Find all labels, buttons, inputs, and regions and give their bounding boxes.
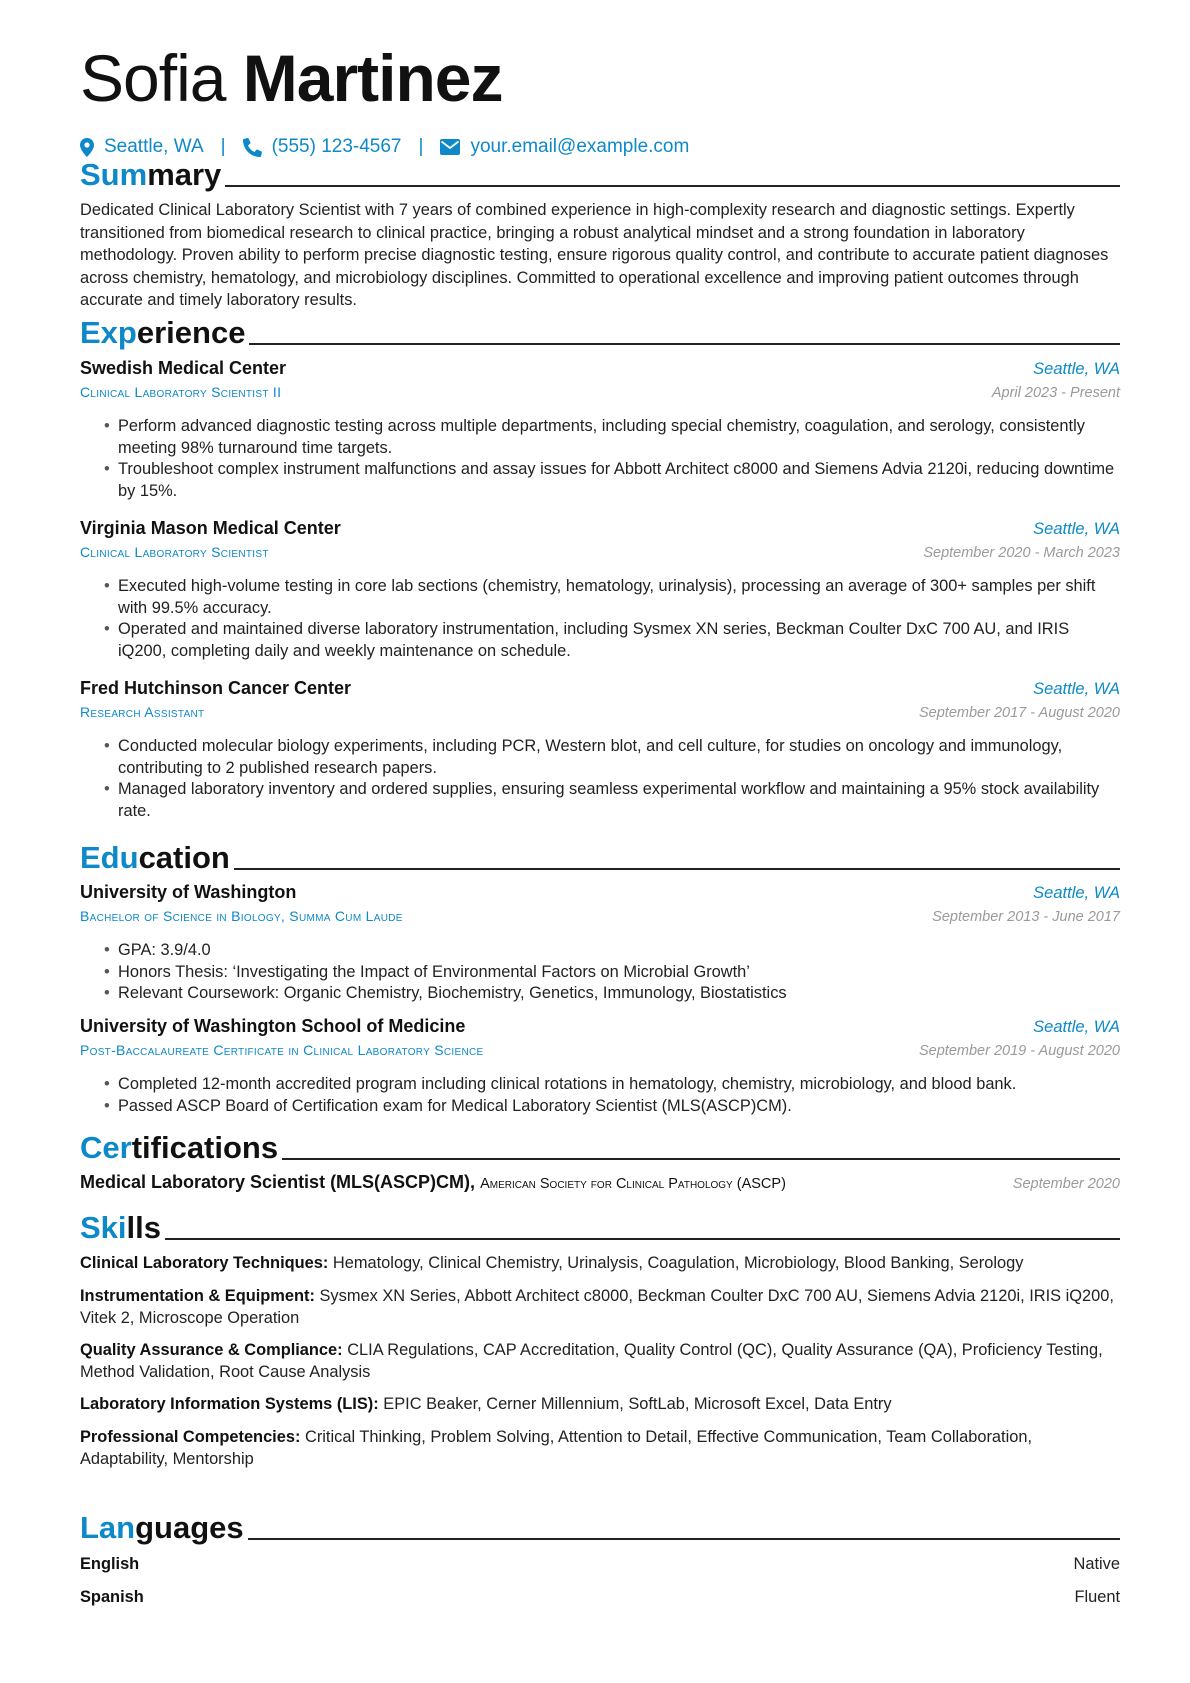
education-entry xyxy=(80,880,1120,1005)
job-title: Research Assistant xyxy=(80,704,205,720)
entry-location: Seattle, WA xyxy=(1033,884,1120,902)
entry-location: Seattle, WA xyxy=(1033,1018,1120,1036)
section-title: Education xyxy=(80,840,230,875)
section-header-summary xyxy=(80,153,1120,193)
skill-row xyxy=(80,1252,1120,1274)
skill-row xyxy=(80,1426,1120,1470)
job-title: Clinical Laboratory Scientist xyxy=(80,544,269,560)
section-rule xyxy=(248,1538,1120,1540)
entry-location: Seattle, WA xyxy=(1033,680,1120,698)
location-text: Seattle, WA xyxy=(104,136,204,157)
bullet-list xyxy=(80,576,1120,662)
bullet-item: • GPA: 3.9/4.0 xyxy=(104,940,1120,962)
section-header-skills xyxy=(80,1206,1120,1246)
bullet-list xyxy=(80,1074,1120,1117)
job-title: Clinical Laboratory Scientist II xyxy=(80,384,282,400)
section-title: Certifications xyxy=(80,1130,279,1165)
bullet-item: • Executed high-volume testing in core lab sections (chemistry, hematology, urinalysis), processing an average of 300+ samples per shift with 99.5% accuracy. xyxy=(104,576,1120,619)
education-entry xyxy=(80,1014,1120,1117)
school-name: University of Washington School of Medicine xyxy=(80,1016,466,1036)
entry-dates: April 2023 - Present xyxy=(991,385,1120,401)
bullet-item: • Operated and maintained diverse laboratory instrumentation, including Sysmex XN series, Beckman Coulter DxC 700 AU, and IRIS iQ200, completing daily and weekly maintenance on schedule. xyxy=(104,619,1120,662)
skill-label: Laboratory Information Systems (LIS): xyxy=(80,1395,379,1413)
bullet-item: • Managed laboratory inventory and ordered supplies, ensuring seamless experimental workflow and maintaining a 95% stock availability rate. xyxy=(104,779,1120,822)
bullet-list xyxy=(80,736,1120,822)
section-header-certifications xyxy=(80,1126,1120,1166)
entry-dates: September 2017 - August 2020 xyxy=(919,705,1120,721)
bullet-item: • Completed 12-month accredited program including clinical rotations in hematology, chemistry, microbiology, and blood bank. xyxy=(104,1074,1120,1096)
language-level: Fluent xyxy=(1074,1588,1120,1606)
bullet-list xyxy=(80,940,1120,1005)
certification-main: Medical Laboratory Scientist (MLS(ASCP)CM), American Society for Clinical Pathology (ASCP) xyxy=(80,1172,786,1192)
entry-location: Seattle, WA xyxy=(1033,360,1120,378)
bullet-item: • Relevant Coursework: Organic Chemistry, Biochemistry, Genetics, Immunology, Biostatistics xyxy=(104,983,1120,1005)
skill-label: Quality Assurance & Compliance: xyxy=(80,1341,343,1359)
last-name: Martinez xyxy=(242,41,503,115)
language-row xyxy=(80,1553,1120,1575)
section-rule xyxy=(225,185,1120,187)
section-title: Summary xyxy=(80,157,222,192)
first-name: Sofia xyxy=(80,41,226,115)
language-name: English xyxy=(80,1555,140,1573)
section-rule xyxy=(249,343,1120,345)
section-rule xyxy=(165,1238,1120,1240)
section-rule xyxy=(282,1158,1120,1160)
experience-entry xyxy=(80,676,1120,822)
bullet-item: • Honors Thesis: ‘Investigating the Impact of Environmental Factors on Microbial Growth’ xyxy=(104,962,1120,984)
language-level: Native xyxy=(1073,1555,1120,1573)
section-title: Skills xyxy=(80,1210,161,1245)
skill-value: Hematology, Clinical Chemistry, Urinalysis, Coagulation, Microbiology, Blood Banking, Serology xyxy=(332,1254,1024,1272)
employer-name: Swedish Medical Center xyxy=(80,358,287,378)
skill-row xyxy=(80,1393,1120,1415)
skill-row xyxy=(80,1285,1120,1329)
bullet-list xyxy=(80,416,1120,502)
candidate-name xyxy=(80,38,503,118)
degree-title: Bachelor of Science in Biology, Summa Cum Laude xyxy=(80,908,403,924)
bullet-item: • Passed ASCP Board of Certification exam for Medical Laboratory Scientist (MLS(ASCP)CM). xyxy=(104,1096,1120,1118)
bullet-item: • Conducted molecular biology experiments, including PCR, Western blot, and cell culture, for studies on oncology and immunology, contributing to 2 published research papers. xyxy=(104,736,1120,779)
school-name: University of Washington xyxy=(80,882,297,902)
skill-value: EPIC Beaker, Cerner Millennium, SoftLab, Microsoft Excel, Data Entry xyxy=(383,1395,892,1413)
contact-separator: | xyxy=(418,136,424,157)
section-header-experience xyxy=(80,311,1120,351)
section-header-education xyxy=(80,836,1120,876)
experience-entry xyxy=(80,356,1120,502)
skill-row xyxy=(80,1339,1120,1383)
skill-value: Sysmex XN Series, Abbott Architect c8000, Beckman Coulter DxC 700 AU, Siemens Advia 2120i, IRIS iQ200, Vitek 2, Microscope Operation xyxy=(80,1287,1114,1327)
bullet-item: • Perform advanced diagnostic testing across multiple departments, including special chemistry, coagulation, and serology, consistently meeting 98% turnaround time targets. xyxy=(104,416,1120,459)
skill-value: CLIA Regulations, CAP Accreditation, Quality Control (QC), Quality Assurance (QA), Proficiency Testing, Method Validation, Root Cause Analysis xyxy=(80,1341,1103,1381)
entry-location: Seattle, WA xyxy=(1033,520,1120,538)
certification-name: Medical Laboratory Scientist (MLS(ASCP)CM) xyxy=(80,1172,471,1192)
language-row xyxy=(80,1586,1120,1608)
section-rule xyxy=(234,868,1120,870)
entry-dates: September 2013 - June 2017 xyxy=(932,909,1120,925)
skill-label: Clinical Laboratory Techniques: xyxy=(80,1254,329,1272)
language-name: Spanish xyxy=(80,1588,144,1606)
certification-date: September 2020 xyxy=(1012,1176,1120,1192)
certification-issuer: American Society for Clinical Pathology (ASCP) xyxy=(480,1176,786,1192)
summary-text: Dedicated Clinical Laboratory Scientist with 7 years of combined experience in high-complexity research and diagnostic settings. Expertly transitioned from biomedical research to clinical practice, bringing a robust analytical mindset and a strong foundation in laboratory methodology. Proven ability to perform precise diagnostic testing, ensure rigorous quality control, and contribute to accurate patient diagnoses across chemistry, hematology, and microbiology disciplines. Committed to operational excellence and improving patient outcomes through accurate and timely laboratory results. xyxy=(80,201,1109,310)
bullet-item: • Troubleshoot complex instrument malfunctions and assay issues for Abbott Architect c8000 and Siemens Advia 2120i, reducing downtime by 15%. xyxy=(104,459,1120,502)
employer-name: Virginia Mason Medical Center xyxy=(80,518,341,538)
email-text: your.email@example.com xyxy=(470,136,690,157)
section-title: Experience xyxy=(80,315,246,350)
section-header-languages xyxy=(80,1506,1120,1546)
certification-entry xyxy=(80,1172,1120,1193)
entry-dates: September 2019 - August 2020 xyxy=(919,1043,1120,1059)
section-title: Languages xyxy=(80,1510,244,1545)
phone-text: (555) 123-4567 xyxy=(271,136,402,157)
skill-label: Professional Competencies: xyxy=(80,1428,301,1446)
skill-label: Instrumentation & Equipment: xyxy=(80,1287,315,1305)
employer-name: Fred Hutchinson Cancer Center xyxy=(80,678,352,698)
degree-title: Post-Baccalaureate Certificate in Clinical Laboratory Science xyxy=(80,1042,484,1058)
skill-value: Critical Thinking, Problem Solving, Attention to Detail, Effective Communication, Team Collaboration, Adaptability, Mentorship xyxy=(80,1428,1033,1468)
contact-separator: | xyxy=(220,136,226,157)
experience-entry xyxy=(80,516,1120,662)
entry-dates: September 2020 - March 2023 xyxy=(923,545,1120,561)
